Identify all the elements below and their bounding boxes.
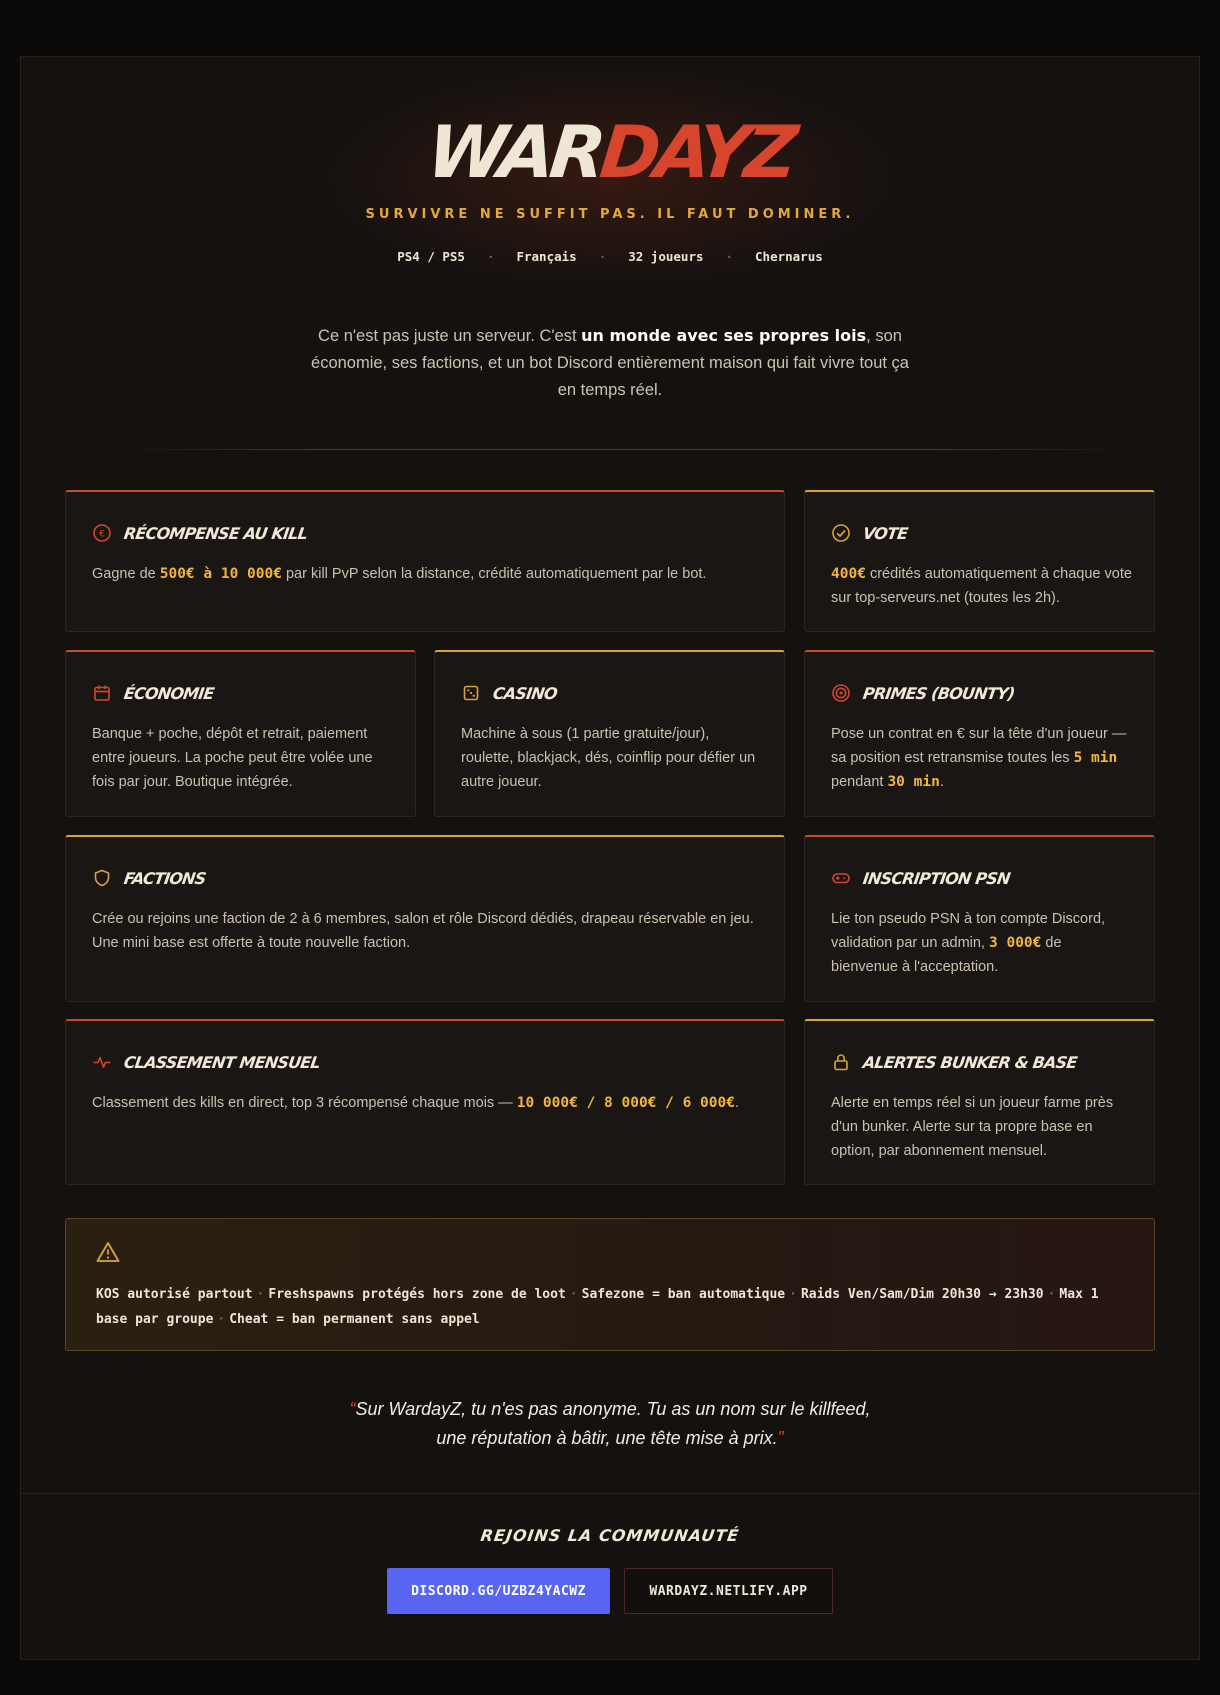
- quote-open-mark: “: [349, 1399, 356, 1419]
- logo: [0, 112, 1220, 192]
- card-text: Crée ou rejoins une faction de 2 à 6 membres, salon et rôle Discord dédiés, drapeau réservable en jeu. Une mini base est offerte à toute nouvelle faction.: [92, 911, 754, 951]
- text-part: Gagne de: [92, 566, 160, 582]
- lock-icon: [831, 1052, 851, 1072]
- card-casino: [434, 650, 785, 817]
- card-text: Machine à sous (1 partie gratuite/jour), roulette, blackjack, dés, coinflip pour défier un autre joueur.: [461, 726, 756, 790]
- meta-separator: ·: [725, 249, 734, 264]
- card-text: [831, 722, 1132, 794]
- quote: [340, 1395, 880, 1453]
- target-icon: [831, 683, 851, 703]
- rules-list: [96, 1282, 1130, 1332]
- card-text: Alerte en temps réel si un joueur farme près d'un bunker. Alerte sur ta propre base en option, par abonnement mensuel.: [831, 1095, 1114, 1159]
- highlight-amount: 10 000€ / 8 000€ / 6 000€: [516, 1095, 735, 1111]
- card-title: VOTE: [861, 523, 909, 543]
- activity-icon: [92, 1052, 112, 1072]
- divider: [120, 449, 1130, 450]
- text-part: par kill PvP selon la distance, crédité automatiquement par le bot.: [281, 566, 707, 582]
- text-part: Classement des kills en direct, top 3 récompensé chaque mois —: [92, 1095, 517, 1111]
- card-inscription-psn: [804, 835, 1155, 1002]
- join-title-text: REJOINS LA COMMUNAUTÉ: [479, 1526, 741, 1545]
- card-title: PRIMES (BOUNTY): [861, 683, 1016, 703]
- highlight-amount: 500€ à 10 000€: [159, 566, 282, 582]
- intro-strong: un monde avec ses propres lois: [581, 326, 867, 345]
- highlight-amount: 400€: [831, 566, 866, 582]
- meta-players: 32 joueurs: [628, 249, 704, 264]
- card-text: Banque + poche, dépôt et retrait, paiement entre joueurs. La poche peut être volée une fois par jour. Boutique intégrée.: [92, 726, 373, 790]
- rule-separator: ·: [789, 1287, 797, 1302]
- card-economie: [65, 650, 416, 817]
- calendar-icon: [92, 683, 112, 703]
- footer-divider: [21, 1493, 1199, 1494]
- card-text: [831, 562, 1132, 610]
- meta-separator: ·: [486, 249, 495, 264]
- rule-separator: ·: [569, 1287, 578, 1302]
- card-text: [92, 1091, 762, 1115]
- text-part: Pose un contrat en € sur la tête d'un joueur — sa position est retransmise toutes les: [831, 726, 1127, 766]
- highlight-amount: 3 000€: [989, 935, 1042, 951]
- meta-platform: PS4 / PS5: [397, 249, 465, 264]
- website-button[interactable]: WARDAYZ.NETLIFY.APP: [624, 1568, 833, 1614]
- rule-item: Max 1 base par groupe: [96, 1287, 1099, 1327]
- rule-item: Freshspawns protégés hors zone de loot: [268, 1287, 566, 1302]
- check-circle-icon: [831, 523, 851, 543]
- text-part: .: [734, 1095, 740, 1111]
- text-part: .: [939, 774, 944, 790]
- card-factions: [65, 835, 785, 1002]
- intro-after: , son économie, ses factions, et un bot Discord entièrement maison qui fait vivre tout ça en temps réel.: [311, 327, 909, 399]
- meta-language: Français: [516, 249, 577, 264]
- rule-separator: ·: [1047, 1287, 1056, 1302]
- card-primes: [804, 650, 1155, 817]
- card-text: [92, 562, 762, 586]
- card-title: ALERTES BUNKER & BASE: [861, 1052, 1078, 1072]
- server-meta: [0, 249, 1220, 264]
- rule-item: Safezone = ban automatique: [581, 1287, 786, 1302]
- rule-separator: ·: [217, 1312, 226, 1327]
- card-kill-reward: [65, 490, 785, 632]
- rules-panel: [65, 1218, 1155, 1351]
- text-part: Lie ton pseudo PSN à ton compte Discord, validation par un admin,: [831, 911, 1106, 951]
- card-title: CASINO: [491, 683, 559, 703]
- gamepad-icon: [831, 868, 851, 888]
- tagline: SURVIVRE NE SUFFIT PAS. IL FAUT DOMINER.: [365, 207, 855, 222]
- text-part: de bienvenue à l'acceptation.: [831, 935, 1062, 975]
- shield-icon: [92, 868, 112, 888]
- svg-text:€: €: [99, 529, 105, 540]
- card-title: CLASSEMENT MENSUEL: [122, 1052, 322, 1072]
- intro-before: Ce n'est pas juste un serveur. C'est: [318, 327, 582, 345]
- quote-close-mark: ”: [777, 1428, 784, 1448]
- card-title: INSCRIPTION PSN: [861, 868, 1012, 888]
- meta-separator: ·: [598, 249, 607, 264]
- text-part: pendant: [831, 774, 888, 790]
- card-classement: [65, 1019, 785, 1185]
- card-title: RÉCOMPENSE AU KILL: [122, 523, 309, 543]
- logo-dayz: DAYZ: [596, 110, 797, 194]
- join-title: [0, 1526, 1220, 1545]
- logo-war: WAR: [423, 110, 606, 194]
- card-vote: [804, 490, 1155, 632]
- meta-map: Chernarus: [755, 249, 823, 264]
- intro-text: [310, 322, 910, 404]
- highlight-duration: 30 min: [887, 774, 940, 790]
- rule-item: KOS autorisé partout: [96, 1287, 253, 1302]
- warning-icon: [96, 1241, 120, 1263]
- rule-item: Cheat = ban permanent sans appel: [229, 1312, 480, 1327]
- rule-separator: ·: [256, 1287, 265, 1302]
- rule-item: Raids Ven/Sam/Dim 20h30 → 23h30: [800, 1287, 1044, 1302]
- euro-icon: [92, 523, 112, 543]
- card-alertes: [804, 1019, 1155, 1185]
- discord-button[interactable]: DISCORD.GG/UZBZ4YACWZ: [387, 1568, 610, 1614]
- card-title: FACTIONS: [122, 868, 207, 888]
- card-title: ÉCONOMIE: [122, 683, 216, 703]
- dice-icon: [461, 683, 481, 703]
- quote-text: Sur WardayZ, tu n'es pas anonyme. Tu as un nom sur le killfeed, une réputation à bâtir, une tête mise à prix.: [355, 1399, 871, 1448]
- card-text: [831, 907, 1132, 979]
- text-part: crédités automatiquement à chaque vote sur top-serveurs.net (toutes les 2h).: [831, 566, 1132, 606]
- highlight-duration: 5 min: [1073, 750, 1118, 766]
